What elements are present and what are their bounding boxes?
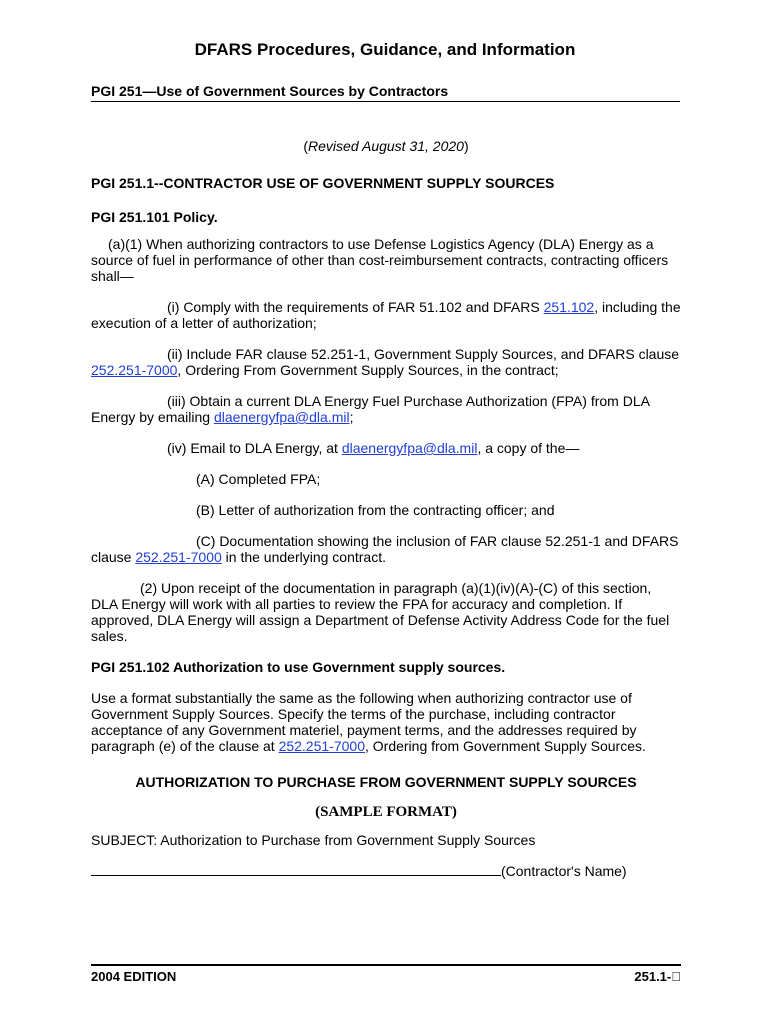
- document-body: [91, 138, 681, 879]
- paragraph-a1-iv-B: (B) Letter of authorization from the contracting officer; and: [196, 502, 555, 518]
- email-link[interactable]: dlaenergyfpa@dla.mil: [213, 409, 350, 425]
- authorization-body: [91, 690, 681, 754]
- page-number: 251.1- : [634, 969, 681, 984]
- paragraph-a2: (2) Upon receipt of the documentation in paragraph (a)(1)(iv)(A)-(C) of this section, DLA Energy will work with all parties to review the FPA for accuracy and completion. If approved, DLA Energy will assign a Department of Defense Activity Address Code for the fuel sales.: [91, 580, 670, 644]
- section-title: PGI 251—Use of Government Sources by Contractors: [91, 83, 680, 102]
- contractor-name-line: [91, 863, 681, 879]
- authorization-heading: PGI 251.102 Authorization to use Government supply sources.: [91, 659, 506, 675]
- text: , a copy of the—: [477, 440, 580, 456]
- paragraph-a1-iv-C: [91, 533, 681, 565]
- paragraph-a1-ii: [91, 346, 681, 378]
- text: Use a format substantially the same as the following when authorizing contractor use of Government Supply Sources. Specify the terms of the purchase, including contractor acceptance of any Government materiel, payment terms, and the addresses required by paragraph (e) of the clause at: [91, 690, 637, 754]
- sample-format-label: (SAMPLE FORMAT): [315, 804, 457, 820]
- revision-open: (: [303, 138, 309, 154]
- text: , Ordering from Government Supply Sources.: [364, 738, 646, 754]
- text: (ii) Include FAR clause 52.251-1, Government Supply Sources, and DFARS clause: [167, 346, 680, 362]
- blank-line: [91, 863, 501, 876]
- revision-close: ): [463, 138, 469, 154]
- text: (iv) Email to DLA Energy, at: [167, 440, 342, 456]
- paragraph-a1-iv: [91, 440, 681, 456]
- page-header: DFARS Procedures, Guidance, and Information: [194, 40, 576, 59]
- clause-252-251-7000-link[interactable]: 252.251-7000: [91, 362, 178, 378]
- revision-date: [91, 138, 681, 154]
- revision-text: Revised August 31, 2020: [308, 138, 464, 154]
- paragraph-a1-iv-A: (A) Completed FPA;: [196, 471, 321, 487]
- paragraph-a1: (a)(1) When authorizing contractors to use Defense Logistics Agency (DLA) Energy as a source of fuel in performance of other than cost-reimbursement contracts, contracting officers shall—: [91, 236, 669, 284]
- text: (i) Comply with the requirements of FAR 51.102 and DFARS: [167, 299, 544, 315]
- paragraph-a1-iii: [91, 393, 681, 425]
- sample-title: AUTHORIZATION TO PURCHASE FROM GOVERNMENT SUPPLY SOURCES: [135, 774, 637, 790]
- edition-label: 2004 EDITION: [91, 969, 177, 984]
- clause-252-251-7000-link[interactable]: 252.251-7000: [135, 549, 222, 565]
- text: (iii) Obtain a current DLA Energy Fuel Purchase Authorization (FPA) from DLA Energy by emailing: [91, 393, 650, 425]
- page-footer: [91, 964, 681, 984]
- subpart-heading: PGI 251.1--CONTRACTOR USE OF GOVERNMENT SUPPLY SOURCES: [91, 175, 555, 191]
- text: (C) Documentation showing the inclusion of FAR clause 52.251-1 and DFARS clause: [91, 533, 679, 565]
- text: , Ordering From Government Supply Sources, in the contract;: [177, 362, 559, 378]
- text: in the underlying contract.: [221, 549, 386, 565]
- email-link[interactable]: dlaenergyfpa@dla.mil: [341, 440, 478, 456]
- paragraph-a1-i: [91, 299, 681, 331]
- text: , including the execution of a letter of authorization;: [91, 299, 681, 331]
- text: ;: [349, 409, 354, 425]
- clause-252-251-7000-link[interactable]: 252.251-7000: [278, 738, 365, 754]
- dfars-251-102-link[interactable]: 251.102: [543, 299, 595, 315]
- policy-heading: PGI 251.101 Policy.: [91, 209, 218, 225]
- contractor-label: (Contractor's Name): [501, 863, 627, 879]
- subject-line: SUBJECT: Authorization to Purchase from Government Supply Sources: [91, 832, 536, 848]
